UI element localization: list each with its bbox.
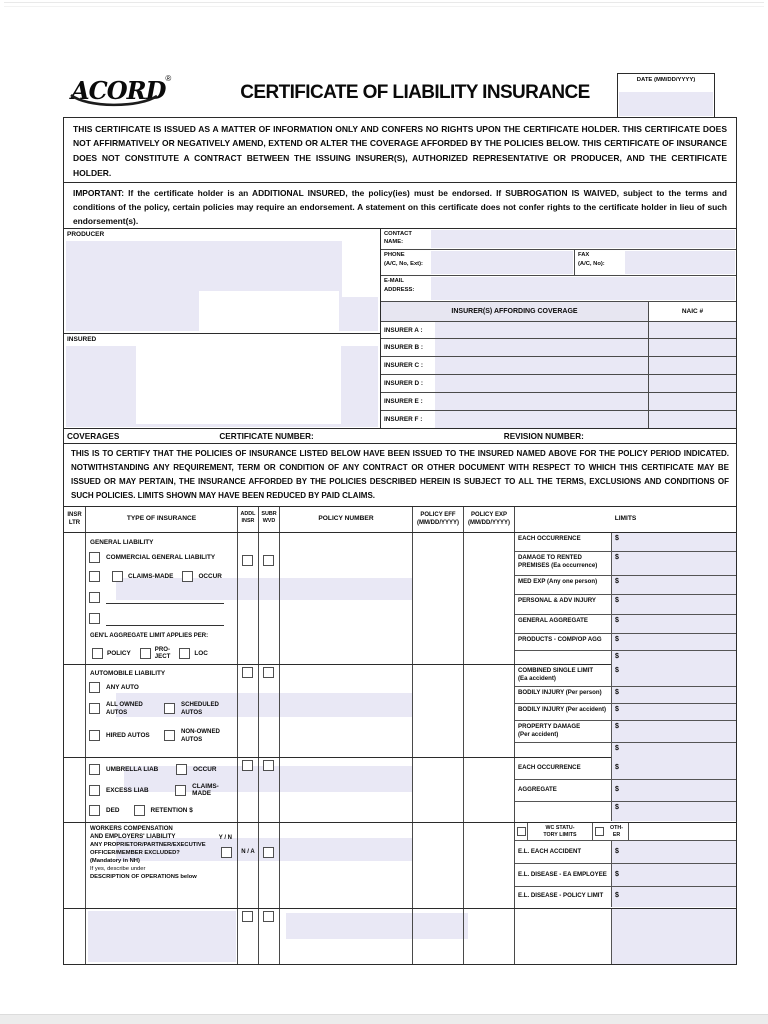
wc-statutory-blank: [629, 823, 736, 840]
fax-input[interactable]: [625, 251, 735, 274]
form-title: CERTIFICATE OF LIABILITY INSURANCE: [240, 82, 590, 103]
limit-amount-cell[interactable]: [612, 704, 736, 720]
auto-type-cell: [86, 665, 238, 757]
limit-label: MED EXP (Any one person): [515, 576, 612, 594]
insurer-c-naic-input[interactable]: [648, 357, 736, 374]
umbrella-liability-section: [64, 757, 736, 822]
auto-policy-number-cell[interactable]: [280, 665, 413, 757]
redaction: [199, 291, 339, 331]
producer-field[interactable]: [64, 229, 380, 334]
umb-retention-label: RETENTION $: [150, 806, 193, 814]
fax-cell: [574, 250, 736, 275]
gl-insr-ltr-cell[interactable]: [64, 533, 86, 664]
checkbox-excess-liab[interactable]: [89, 785, 100, 796]
auto-scheduled-label: SCHEDULED AUTOS: [181, 701, 219, 716]
blank-subr-cell: [259, 909, 280, 964]
header-insr-ltr: INSR LTR: [64, 507, 86, 532]
date-label: DATE (MM/DD/YYYY): [636, 77, 696, 83]
email-row: [381, 276, 736, 302]
checkbox-any-auto[interactable]: [89, 682, 100, 693]
gl-project-label: PRO- JECT: [154, 645, 171, 660]
umb-insr-ltr-cell[interactable]: [64, 758, 86, 822]
header-policy-exp: POLICY EXP (MM/DD/YYYY): [464, 507, 515, 532]
table-header-row: [64, 507, 736, 532]
header-addl-insr: ADDL INSR: [238, 507, 259, 532]
wc-limits-cell: [515, 823, 736, 908]
auto-hired-label: HIRED AUTOS: [106, 732, 150, 739]
phone-label: PHONE (A/C, No, Ext):: [384, 252, 423, 267]
wc-statutory-label: WC STATU- TORY LIMITS: [527, 823, 593, 840]
checkbox-loc[interactable]: [179, 648, 190, 659]
dollar-sign: $: [615, 804, 619, 811]
auto-subr-cell: [259, 665, 280, 757]
checkbox-wc-statutory[interactable]: [517, 827, 526, 836]
contact-name-label: CONTACT NAME:: [384, 230, 412, 246]
insurers-header-row: [381, 302, 736, 322]
gl-commercial-label: COMMERCIAL GENERAL LIABILITY: [106, 554, 216, 561]
insurer-e-label: INSURER E :: [381, 393, 435, 410]
limit-row: [515, 533, 736, 552]
wc-line-3: (Mandatory in NH): [90, 857, 140, 864]
date-field[interactable]: [617, 73, 715, 118]
limit-row: [515, 665, 736, 687]
dollar-sign: $: [615, 723, 619, 730]
dollar-sign: $: [615, 892, 619, 899]
workers-comp-section: [64, 822, 736, 908]
fax-label: FAX (A/C, No):: [578, 252, 605, 267]
checkbox-project[interactable]: [140, 648, 151, 659]
gl-title: GENERAL LIABILITY: [90, 538, 154, 546]
header-limits: LIMITS: [614, 515, 637, 522]
phone-fax-row: [381, 250, 736, 276]
checkbox-policy[interactable]: [92, 648, 103, 659]
gl-policy-exp-cell[interactable]: [464, 533, 515, 664]
page-top-border: [4, 2, 764, 7]
umb-type-cell: [86, 758, 238, 822]
insurer-f-naic-input[interactable]: [648, 411, 736, 429]
limit-row: [515, 595, 736, 615]
limit-row: [515, 841, 736, 864]
redaction: [136, 342, 341, 424]
gl-agg-limit-label: GEN'L AGGREGATE LIMIT APPLIES PER:: [90, 632, 209, 639]
blank-policy-eff-cell[interactable]: [413, 909, 464, 964]
header-type-of-insurance: TYPE OF INSURANCE: [86, 507, 238, 532]
insurer-a-input[interactable]: [435, 322, 648, 339]
limit-amount-cell[interactable]: [612, 909, 736, 964]
automobile-liability-section: [64, 664, 736, 757]
checkbox-retention[interactable]: [134, 805, 145, 816]
header-policy-eff: POLICY EFF (MM/DD/YYYY): [413, 507, 464, 532]
coverages-label: COVERAGES: [67, 431, 120, 441]
limit-row: [515, 780, 736, 802]
gl-occur-label: OCCUR: [198, 573, 222, 580]
wc-line-1: ANY PROPRIETOR/PARTNER/EXECUTIVE: [90, 841, 206, 848]
umb-ded-label: DED: [106, 806, 120, 814]
auto-all-owned-label: ALL OWNED AUTOS: [106, 701, 143, 716]
dollar-sign: $: [615, 764, 619, 771]
checkbox-hired-autos[interactable]: [89, 730, 100, 741]
limit-row: [515, 802, 736, 821]
limit-row: [515, 615, 736, 634]
umb-excess-label: EXCESS LIAB: [106, 786, 149, 794]
dollar-sign: $: [615, 848, 619, 855]
auto-policy-eff-cell[interactable]: [413, 665, 464, 757]
dollar-sign: $: [615, 745, 619, 752]
limit-amount-cell[interactable]: [612, 615, 736, 633]
logo-swoosh-icon: [67, 93, 161, 109]
gl-limits-cell: [515, 533, 736, 664]
wc-insr-ltr-cell[interactable]: [64, 823, 86, 908]
checkbox-all-owned-autos[interactable]: [89, 703, 100, 714]
auto-limits-cell: [515, 665, 736, 757]
email-label: E-MAIL ADDRESS:: [384, 278, 415, 293]
limit-row: [515, 743, 736, 758]
limit-label: E.L. EACH ACCIDENT: [515, 841, 612, 863]
header-policy-number: POLICY NUMBER: [280, 507, 413, 532]
limit-label: PERSONAL & ADV INJURY: [515, 595, 612, 614]
dollar-sign: $: [615, 535, 619, 542]
limit-label: E.L. DISEASE - POLICY LIMIT: [515, 887, 612, 907]
blank-coverage-row: [64, 908, 736, 964]
checkbox-wc-subr[interactable]: [263, 847, 274, 858]
insurer-a-label: INSURER A :: [381, 322, 435, 339]
wc-line-5: DESCRIPTION OF OPERATIONS below: [90, 873, 197, 880]
wc-yn-label: Y / N: [218, 835, 232, 841]
limit-amount-cell[interactable]: [612, 651, 736, 665]
gl-claims-made-label: CLAIMS-MADE: [128, 573, 174, 580]
dollar-sign: $: [615, 554, 619, 561]
checkbox-gl-subr[interactable]: [263, 555, 274, 566]
limit-label: E.L. DISEASE - EA EMPLOYEE: [515, 864, 612, 886]
umb-umbrella-label: UMBRELLA LIAB: [106, 766, 159, 773]
wc-line-2: OFFICER/MEMBER EXCLUDED?: [90, 849, 180, 856]
limit-label: PRODUCTS - COMP/OP AGG: [515, 634, 612, 650]
limit-row: [515, 704, 736, 721]
gl-policy-number-cell[interactable]: [280, 533, 413, 664]
wc-policy-eff-cell[interactable]: [413, 823, 464, 908]
wc-title-1: WORKERS COMPENSATION: [90, 825, 173, 832]
insurer-b-naic-input[interactable]: [648, 339, 736, 356]
contact-name-row: [381, 229, 736, 251]
limit-amount-cell[interactable]: [612, 802, 736, 821]
gl-blank-line-2[interactable]: [106, 625, 224, 626]
insurers-affording-coverage-header: INSURER(S) AFFORDING COVERAGE: [451, 307, 578, 315]
insurer-e-input[interactable]: [435, 393, 648, 410]
umb-policy-exp-cell[interactable]: [464, 758, 515, 822]
dollar-sign: $: [615, 597, 619, 604]
coverage-table: [63, 506, 737, 965]
limit-label: GENERAL AGGREGATE: [515, 615, 612, 633]
limit-amount-cell[interactable]: [612, 552, 736, 575]
acord-logo: [63, 72, 213, 105]
naic-header: NAIC #: [648, 302, 736, 321]
phone-input[interactable]: [431, 251, 573, 274]
insurer-a-naic-input[interactable]: [648, 322, 736, 339]
gl-policy-eff-cell[interactable]: [413, 533, 464, 664]
insurer-d-naic-input[interactable]: [648, 375, 736, 392]
limit-label: PROPERTY DAMAGE (Per accident): [515, 721, 612, 742]
checkbox-non-owned-autos[interactable]: [164, 730, 175, 741]
checkbox-wc-other[interactable]: [595, 827, 604, 836]
checkbox-umb-addl[interactable]: [242, 760, 253, 771]
gl-addl-cell: [238, 533, 259, 664]
insurer-d-label: INSURER D :: [381, 375, 435, 392]
wc-type-cell: [86, 823, 238, 908]
limit-amount-cell[interactable]: [612, 758, 736, 779]
limit-row: [515, 887, 736, 907]
checkbox-gl-strip-1[interactable]: [89, 571, 100, 582]
limit-amount-cell[interactable]: [612, 576, 736, 594]
redaction: [342, 239, 378, 297]
checkbox-umbrella-liab[interactable]: [89, 764, 100, 775]
parties-right-column: [381, 229, 736, 429]
acord-logo-text: ACORD: [71, 76, 166, 105]
wc-statutory-row: [515, 823, 736, 841]
wc-title-2: AND EMPLOYERS' LIABILITY: [90, 833, 176, 841]
revision-number-label: REVISION NUMBER:: [503, 431, 584, 441]
limit-label: BODILY INJURY (Per accident): [515, 704, 612, 720]
umb-policy-number-cell[interactable]: [280, 758, 413, 822]
checkbox-scheduled-autos[interactable]: [164, 703, 175, 714]
limit-amount-cell[interactable]: [612, 780, 736, 801]
umb-limits-cell: [515, 758, 736, 822]
limit-amount-cell[interactable]: [612, 743, 736, 758]
wc-na-label: N / A: [241, 849, 255, 855]
blank-insr-ltr-cell[interactable]: [64, 909, 86, 964]
checkbox-gl-strip-2[interactable]: [89, 592, 100, 603]
blank-policy-number-cell[interactable]: [280, 909, 413, 964]
limit-row: [515, 687, 736, 704]
limit-amount-cell[interactable]: [612, 634, 736, 650]
blank-addl-cell: [238, 909, 259, 964]
gl-subr-cell: [259, 533, 280, 664]
limit-label: EACH OCCURRENCE: [515, 533, 612, 551]
limit-row: [515, 721, 736, 743]
dollar-sign: $: [615, 786, 619, 793]
limit-row: [515, 909, 736, 964]
insurer-c-label: INSURER C :: [381, 357, 435, 374]
insurer-c-input[interactable]: [435, 357, 648, 374]
header-subr-wvd: SUBR WVD: [259, 507, 280, 532]
limit-label: BODILY INJURY (Per person): [515, 687, 612, 703]
checkbox-auto-addl[interactable]: [242, 667, 253, 678]
auto-non-owned-label: NON-OWNED AUTOS: [181, 728, 220, 743]
parties-left-column: [64, 229, 381, 429]
insurer-b-input[interactable]: [435, 339, 648, 356]
insurer-row-b: [381, 339, 736, 357]
email-input[interactable]: [431, 277, 735, 300]
gl-blank-line-1[interactable]: [106, 603, 224, 604]
dollar-sign: $: [615, 636, 619, 643]
wc-subr-cell: [259, 823, 280, 908]
umb-claims-made-label: CLAIMS-MADE: [192, 783, 219, 797]
wc-na-cell: [238, 823, 259, 908]
insured-field[interactable]: [64, 334, 380, 429]
checkbox-blank-subr[interactable]: [263, 911, 274, 922]
dollar-sign: $: [615, 706, 619, 713]
wc-line-4: If yes, describe under: [90, 865, 146, 872]
form-header: [63, 72, 737, 118]
gl-loc-label: LOC: [194, 649, 208, 657]
dollar-sign: $: [615, 667, 619, 674]
checkbox-blank-addl[interactable]: [242, 911, 253, 922]
checkbox-ded[interactable]: [89, 805, 100, 816]
limit-label: [515, 802, 612, 821]
insurer-e-naic-input[interactable]: [648, 393, 736, 410]
limit-label: [515, 743, 612, 758]
checkbox-auto-subr[interactable]: [263, 667, 274, 678]
limit-label: [515, 651, 612, 665]
auto-addl-cell: [238, 665, 259, 757]
checkbox-occur[interactable]: [182, 571, 193, 582]
insurer-f-label: INSURER F :: [381, 411, 435, 429]
auto-policy-exp-cell[interactable]: [464, 665, 515, 757]
checkbox-umb-claims-made[interactable]: [175, 785, 186, 796]
dollar-sign: $: [615, 653, 619, 660]
insurer-row-e: [381, 393, 736, 411]
wc-other-label: OTH- ER: [605, 823, 629, 840]
insurer-row-f: [381, 411, 736, 429]
certify-text: THIS IS TO CERTIFY THAT THE POLICIES OF INSURANCE LISTED BELOW HAVE BEEN ISSUED TO THE INSURED NAMED ABOVE FOR THE POLICY PERIOD INDICATED. NOTWITHSTANDING ANY REQUIREMENT, TERM OR CONDITION OF ANY CONTRACT OR OTHER DOCUMENT WITH RESPECT TO WHICH THIS CERTIFICATE MAY BE ISSUED OR MAY PERTAIN, THE INSURANCE AFFORDED BY THE POLICIES DESCRIBED HEREIN IS SUBJECT TO ALL THE TERMS, EXCLUSIONS AND CONDITIONS OF SUCH POLICIES. LIMITS SHOWN MAY HAVE BEEN REDUCED BY PAID CLAIMS.: [63, 443, 737, 508]
limit-amount-cell[interactable]: [612, 864, 736, 886]
insurer-f-input[interactable]: [435, 411, 648, 429]
limit-row: [515, 758, 736, 780]
contact-name-input[interactable]: [431, 230, 735, 249]
insurer-d-input[interactable]: [435, 375, 648, 392]
wc-policy-exp-cell[interactable]: [464, 823, 515, 908]
dollar-sign: $: [615, 617, 619, 624]
limit-amount-cell[interactable]: [612, 687, 736, 703]
limit-amount-cell[interactable]: [612, 665, 736, 686]
umb-addl-cell: [238, 758, 259, 822]
certificate-number-label: CERTIFICATE NUMBER:: [219, 431, 314, 441]
checkbox-umb-subr[interactable]: [263, 760, 274, 771]
limit-row: [515, 651, 736, 665]
limit-row: [515, 576, 736, 595]
checkbox-gl-strip-3[interactable]: [89, 613, 100, 624]
blank-policy-exp-cell[interactable]: [464, 909, 515, 964]
insured-label: INSURED: [67, 335, 97, 343]
producer-label: PRODUCER: [67, 230, 105, 238]
limit-row: [515, 552, 736, 576]
checkbox-gl-addl[interactable]: [242, 555, 253, 566]
limit-label: COMBINED SINGLE LIMIT (Ea accident): [515, 665, 612, 686]
form-document: [63, 72, 737, 965]
registered-trademark-icon: ®: [165, 74, 172, 83]
limit-label: DAMAGE TO RENTED PREMISES (Ea occurrence): [515, 552, 612, 575]
disclaimer-notice: THIS CERTIFICATE IS ISSUED AS A MATTER OF INFORMATION ONLY AND CONFERS NO RIGHTS UPON THE CERTIFICATE HOLDER. THIS CERTIFICATE DOES NOT AFFIRMATIVELY OR NEGATIVELY AMEND, EXTEND OR ALTER THE COVERAGE AFFORDED BY THE POLICIES BELOW. THIS CERTIFICATE OF INSURANCE DOES NOT CONSTITUTE A CONTRACT BETWEEN THE ISSUING INSURER(S), AUTHORIZED REPRESENTATIVE OR PRODUCER, AND THE CERTIFICATE HOLDER.: [63, 117, 737, 184]
insurer-b-label: INSURER B :: [381, 339, 435, 356]
important-notice: IMPORTANT: If the certificate holder is an ADDITIONAL INSURED, the policy(ies) must be endorsed. If SUBROGATION IS WAIVED, subject to the terms and conditions of the policy, certain policies may require an endorsement. A statement on this certificate does not confer rights to the certificate holder in lieu of such endorsement(s).: [63, 182, 737, 229]
limit-row: [515, 634, 736, 651]
limit-label: AGGREGATE: [515, 780, 612, 801]
auto-title: AUTOMOBILE LIABILITY: [90, 670, 166, 677]
checkbox-wc-excluded[interactable]: [221, 847, 232, 858]
insurer-row-a: [381, 322, 736, 340]
limit-amount-cell[interactable]: [612, 841, 736, 863]
dollar-sign: $: [615, 578, 619, 585]
auto-any-auto-label: ANY AUTO: [106, 684, 139, 691]
umb-policy-eff-cell[interactable]: [413, 758, 464, 822]
blank-limits-cell: [515, 909, 736, 964]
gl-policy-label: POLICY: [107, 649, 131, 657]
limit-label: EACH OCCURRENCE: [515, 758, 612, 779]
checkbox-commercial-general-liability[interactable]: [89, 552, 100, 563]
limit-amount-cell[interactable]: [612, 887, 736, 907]
general-liability-section: [64, 532, 736, 664]
checkbox-umb-occur[interactable]: [176, 764, 187, 775]
checkbox-claims-made[interactable]: [112, 571, 123, 582]
umb-subr-cell: [259, 758, 280, 822]
limit-amount-cell[interactable]: [612, 533, 736, 551]
dollar-sign: $: [615, 689, 619, 696]
date-input-area[interactable]: [619, 92, 713, 116]
parties-section: [63, 228, 737, 430]
auto-insr-ltr-cell[interactable]: [64, 665, 86, 757]
gl-type-cell: [86, 533, 238, 664]
insurer-row-c: [381, 357, 736, 375]
insurer-row-d: [381, 375, 736, 393]
limit-amount-cell[interactable]: [612, 721, 736, 742]
limit-row: [515, 864, 736, 887]
wc-policy-number-cell[interactable]: [280, 823, 413, 908]
blank-type-cell[interactable]: [86, 909, 238, 964]
page-bottom-strip: [0, 1014, 768, 1024]
umb-occur-label: OCCUR: [193, 766, 217, 773]
dollar-sign: $: [615, 871, 619, 878]
limit-label: [515, 909, 612, 964]
limit-amount-cell[interactable]: [612, 595, 736, 614]
